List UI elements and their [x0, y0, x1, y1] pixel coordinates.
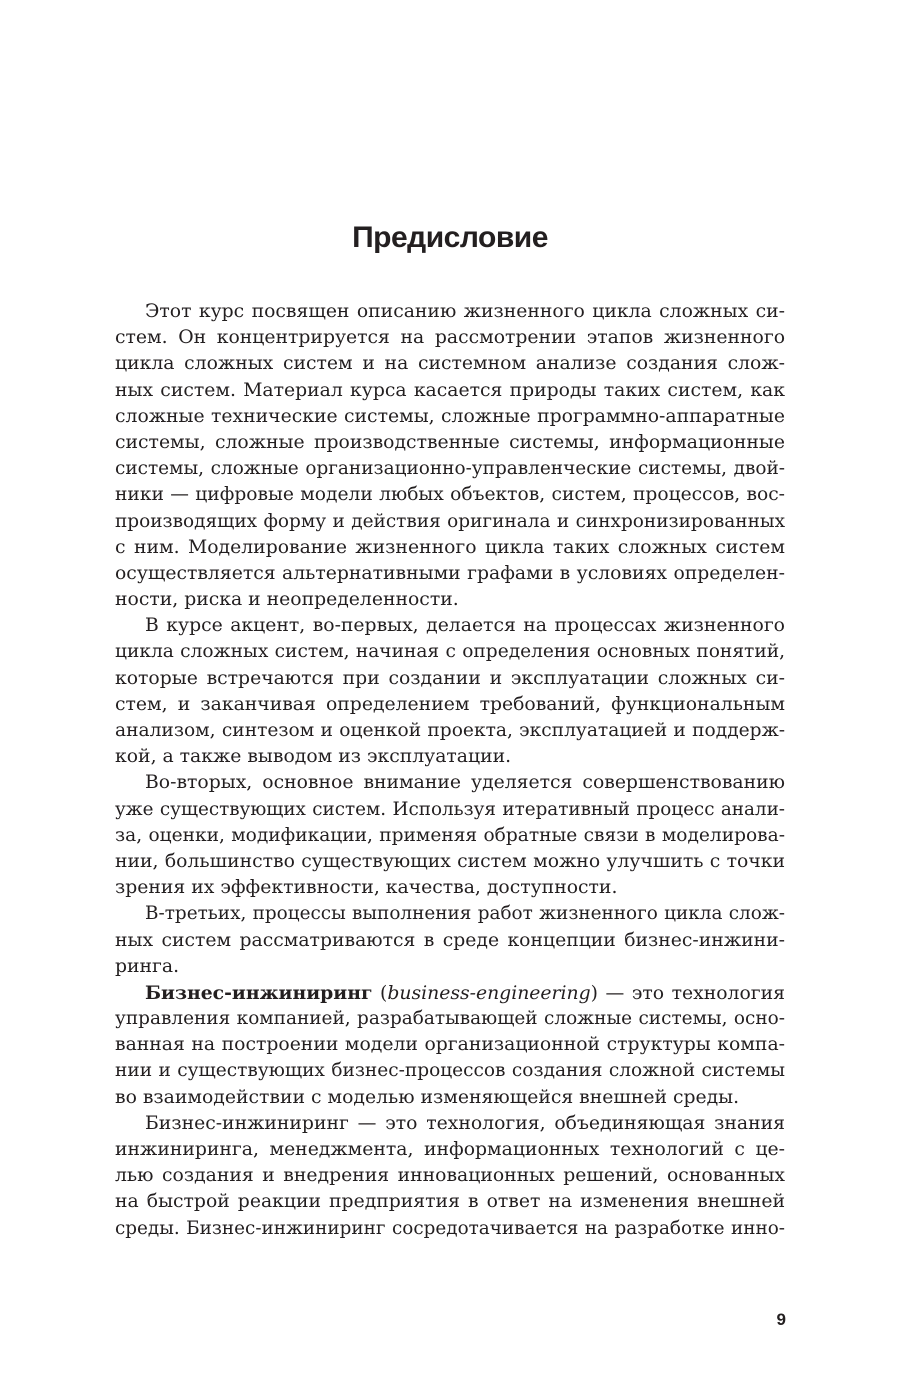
text-line: Во-вторых, основное внимание уделяется совершенствованию: [145, 772, 785, 794]
text-line: системы, сложные производственные системы, информационные: [115, 431, 785, 453]
definition-text: ) — это технология: [590, 982, 785, 1004]
paragraph-first-point: [115, 613, 785, 770]
text-line: нии и существующих бизнес-процессов создания сложной системы: [115, 1060, 785, 1082]
text-line: ности, риска и неопределенности.: [115, 589, 459, 611]
text-line: ванная на построении модели организационной структуры компа-: [115, 1034, 785, 1056]
paragraph-definition: [115, 980, 785, 1111]
text-line: среды. Бизнес-инжиниринг сосредотачивается на разработке инно-: [115, 1217, 785, 1239]
text-line: зрения их эффективности, качества, доступности.: [115, 877, 618, 899]
text-line: В курсе акцент, во-первых, делается на процессах жизненного: [145, 615, 785, 637]
page-number: 9: [776, 1310, 786, 1329]
page-title: Предисловие: [352, 221, 548, 254]
text-line: инжиниринга, менеджмента, информационных технологий с це-: [115, 1139, 785, 1160]
definition-term: Бизнес-инжиниринг: [145, 981, 373, 1004]
paragraph-second-point: [115, 770, 785, 901]
text-line: системы, сложные организационно-управленческие системы, двой-: [115, 458, 785, 480]
text-line: ринга.: [115, 955, 180, 977]
text-line: управления компанией, разрабатывающей сложные системы, осно-: [115, 1008, 785, 1030]
text-line: ники — цифровые модели любых объектов, систем, процессов, вос-: [115, 484, 785, 506]
text-line: во взаимодействии с моделью изменяющейся внешней среды.: [115, 1086, 740, 1108]
paragraph-business-engineering: [115, 1111, 785, 1242]
definition-line: [115, 980, 785, 1006]
text-line: стем. Он концентрируется на рассмотрении этапов жизненного: [115, 327, 785, 349]
text-line: за, оценки, модификации, применяя обратные связи в моделирова-: [115, 824, 785, 846]
text-line: ных систем рассматриваются в среде концепции бизнес-инжини-: [115, 929, 785, 951]
text-line: осуществляется альтернативными графами в условиях определен-: [115, 562, 785, 584]
text-line: Бизнес-инжиниринг — это технология, объединяющая знания: [145, 1112, 785, 1134]
paragraph-intro: [115, 299, 785, 613]
paragraph-third-point: [115, 901, 785, 980]
text-line: анализом, синтезом и оценкой проекта, эксплуатацией и поддерж-: [115, 720, 785, 741]
text-line: уже существующих систем. Используя итеративный процесс анали-: [115, 798, 785, 820]
paren-open: (: [372, 982, 388, 1004]
text-line: на быстрой реакции предприятия в ответ на изменения внешней: [115, 1191, 785, 1213]
text-line: производящих форму и действия оригинала и синхронизированных: [115, 510, 785, 532]
text-line: которые встречаются при создании и эксплуатации сложных си-: [115, 667, 785, 689]
text-line: лью создания и внедрения инновационных решений, основанных: [115, 1165, 785, 1187]
text-line: Этот курс посвящен описанию жизненного цикла сложных си-: [145, 301, 785, 322]
definition-term-english: business-engineering: [387, 982, 591, 1004]
text-line: с ним. Моделирование жизненного цикла таких сложных систем: [115, 536, 785, 558]
text-line: цикла сложных систем, начиная с определения основных понятий,: [115, 641, 785, 663]
text-line: сложные технические системы, сложные программно-аппаратные: [115, 405, 785, 427]
body-text: [115, 299, 785, 1242]
text-line: ных систем. Материал курса касается природы таких систем, как: [115, 379, 785, 401]
text-line: кой, а также выводом из эксплуатации.: [115, 746, 512, 768]
text-line: нии, большинство существующих систем можно улучшить с точки: [115, 850, 785, 872]
text-line: стем, и заканчивая определением требований, функциональным: [115, 693, 785, 715]
text-line: цикла сложных систем и на системном анализе создания слож-: [115, 353, 785, 375]
text-line: В-третьих, процессы выполнения работ жизненного цикла слож-: [145, 903, 785, 925]
